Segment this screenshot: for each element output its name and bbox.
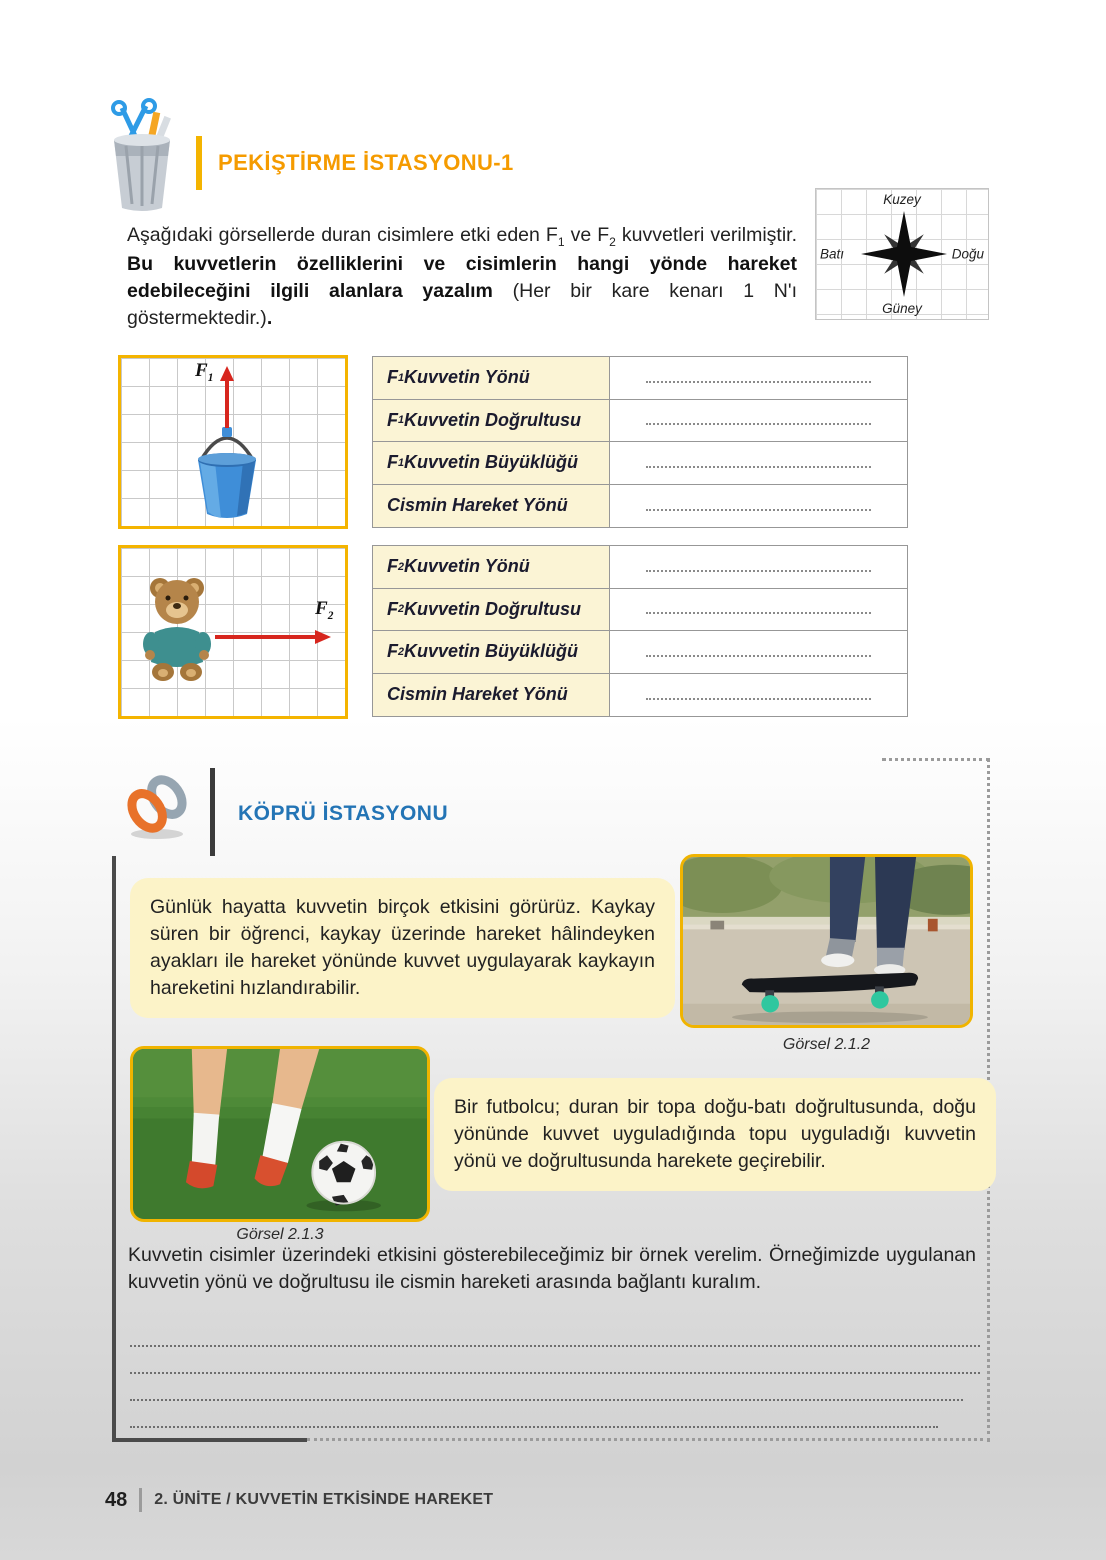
page-footer (105, 1488, 493, 1512)
answer-field[interactable] (610, 357, 907, 399)
dotted-border-top (882, 758, 990, 761)
teddy-bear-illustration (137, 570, 217, 687)
force-f1-arrow (219, 366, 235, 433)
dotted-line (646, 458, 872, 468)
dotted-line (646, 690, 872, 700)
answer-field[interactable] (610, 589, 907, 631)
photo-skateboard (680, 854, 973, 1028)
table-row-label: F 1 Kuvvetin Büyüklüğü (373, 442, 610, 484)
chain-link-icon (120, 770, 194, 849)
force-f1-label: $F_1$ (195, 360, 214, 384)
skateboard-text-box: Günlük hayatta kuvvetin birçok etkisini görürüz. Kaykay süren bir öğrenci, kaykay üzerinde hareket hâlindeyken ayakları ile hareket yönünde kuvvet uygulayarak kaykayın hareketini hızlandırabilir. (130, 878, 675, 1018)
solid-border-left (112, 856, 116, 1442)
photo-caption: Görsel 2.1.2 (782, 1036, 871, 1053)
answer-field[interactable] (610, 442, 907, 484)
force-table-1 (372, 356, 908, 528)
title-accent-bar (196, 136, 202, 190)
photo-caption: Görsel 2.1.3 (236, 1226, 324, 1243)
dotted-line (646, 604, 872, 614)
table-row (373, 589, 907, 632)
dotted-line (646, 373, 872, 383)
example-paragraph: Kuvvetin cisimler üzerindeki etkisini gösterebileceğimiz bir örnek verelim. Örneğimizde uygulanan kuvvetin yönü ve doğrultusu ile cismin hareketi arasında bağlantı kuralım. (128, 1244, 976, 1293)
footer-separator (139, 1488, 142, 1512)
table-row-label: F 1 Kuvvetin Yönü (373, 357, 610, 399)
answer-field[interactable] (610, 631, 907, 673)
table-row (373, 442, 907, 485)
force-f2-arrow (215, 628, 331, 651)
answer-line[interactable] (130, 1320, 980, 1347)
page-title: PEKİŞTİRME İSTASYONU-1 (218, 150, 514, 175)
force-f2-label: $F_2$ (315, 598, 334, 622)
table-row (373, 631, 907, 674)
dotted-line (646, 501, 872, 511)
footer-unit-title: 2. ÜNİTE / KUVVETİN ETKİSİNDE HAREKET (154, 1491, 494, 1508)
figure-bucket-grid (118, 355, 348, 529)
compass-east-label: Doğu (951, 246, 984, 262)
answer-lines (130, 1320, 980, 1428)
solid-border-bottom (112, 1438, 307, 1442)
bridge-station-section (112, 758, 990, 1442)
answer-field[interactable] (610, 485, 907, 528)
table-row (373, 400, 907, 443)
bridge-accent-bar (210, 768, 215, 856)
table-row-label: F 2 Kuvvetin Yönü (373, 546, 610, 588)
compass-south-label: Güney (882, 301, 922, 316)
page-number: 48 (105, 1488, 128, 1511)
compass-north-label: Kuzey (883, 192, 921, 207)
answer-field[interactable] (610, 400, 907, 442)
table-row (373, 546, 907, 589)
table-row (373, 357, 907, 400)
table-row (373, 674, 907, 717)
compass-west-label: Batı (820, 246, 845, 262)
photo-soccer (130, 1046, 430, 1222)
bridge-title: KÖPRÜ İSTASYONU (238, 802, 449, 825)
table-row-label: F 1 Kuvvetin Doğrultusu (373, 400, 610, 442)
figure-bear-grid (118, 545, 348, 719)
answer-line[interactable] (130, 1374, 963, 1401)
answer-field[interactable] (610, 546, 907, 588)
answer-field[interactable] (610, 674, 907, 717)
dotted-border-bottom (307, 1438, 990, 1441)
compass-rose (815, 188, 989, 320)
answer-line[interactable] (130, 1347, 980, 1374)
dotted-line (646, 647, 872, 657)
table-row-label: F 2 Kuvvetin Doğrultusu (373, 589, 610, 631)
force-table-2 (372, 545, 908, 717)
dotted-line (646, 415, 872, 425)
intro-text: Aşağıdaki görsellerde duran cisimlere etki eden $F_1$ ve $F_2$ kuvvetleri verilmiştir. Bu kuvvetlerin özelliklerini ve cisimlerin hangi yönde hareket edebileceğini ilgili alanlara yazalım (Her bir kare kenarı 1 N'ı göstermektedir.). (127, 224, 798, 330)
table-row-label: Cismin Hareket Yönü (373, 485, 610, 528)
pencil-cup-icon (92, 98, 192, 213)
soccer-text-box: Bir futbolcu; duran bir topa doğu-batı doğrultusunda, doğu yönünde kuvvet uyguladığında topu uyguladığı kuvvetin yönü ve doğrultusunda harekete geçirebilir. (434, 1078, 996, 1191)
compass-star-icon (858, 208, 950, 300)
table-row-label: F 2 Kuvvetin Büyüklüğü (373, 631, 610, 673)
table-row (373, 485, 907, 528)
answer-line[interactable] (130, 1401, 938, 1428)
table-row-label: Cismin Hareket Yönü (373, 674, 610, 717)
dotted-line (646, 562, 872, 572)
